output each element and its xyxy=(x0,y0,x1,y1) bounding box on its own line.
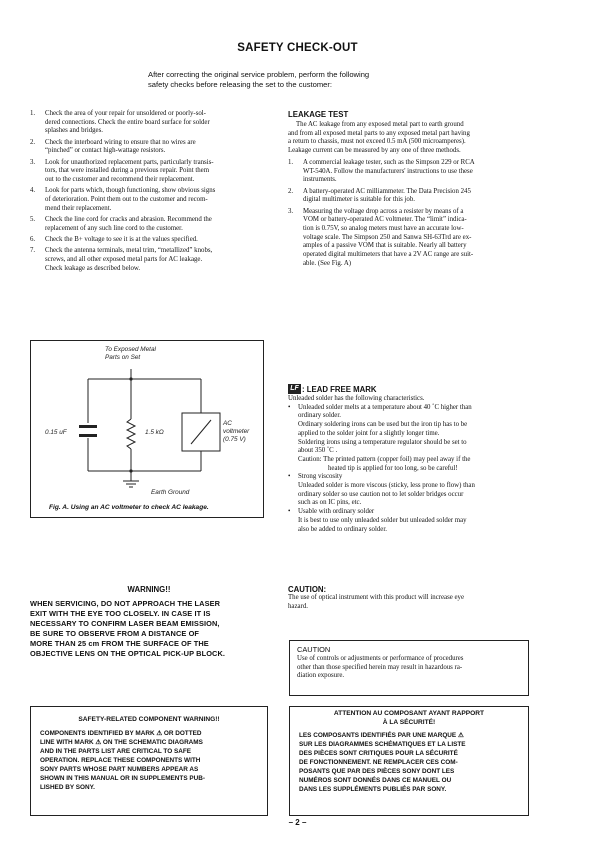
safety-warning-line: LINE WITH MARK ⚠ ON THE SCHEMATIC DIAGRAMS xyxy=(40,739,203,746)
lead-free-line: heated tip is applied for too long, so be careful! xyxy=(328,464,458,472)
capacitor-plate-top xyxy=(79,425,97,428)
check-line: mend their replacement. xyxy=(45,204,112,212)
lead-free-line: ordinary solder so use caution not to let solder bridges occur xyxy=(298,490,464,498)
safety-component-warning-fr-box xyxy=(289,706,529,816)
leakage-method-line: operated digital multimeters that have a 2V AC range are suit- xyxy=(303,251,474,259)
check-number: 1. xyxy=(30,110,36,117)
lead-free-line: ordinary solder. xyxy=(298,412,341,420)
caution-line: The use of optical instrument with this product will increase eye xyxy=(288,594,464,601)
check-line: splashes and bridges. xyxy=(45,127,103,135)
lead-free-icon: LF xyxy=(288,384,301,394)
check-line: replacement of any such line cord to the customer. xyxy=(45,224,183,232)
check-line: Look for unauthorized replacement parts, particularly transis- xyxy=(45,158,214,166)
lead-free-line: Unleaded solder melts at a temperature about 40 ˚C higher than xyxy=(298,403,472,411)
lead-free-line: applied to the solder joint for a slightly longer time. xyxy=(298,429,440,437)
safety-warning-fr-line: LES COMPOSANTS IDENTIFIÉS PAR UNE MARQUE ⚠ xyxy=(299,732,464,739)
caution-section xyxy=(288,585,530,611)
lead-free-bullet xyxy=(288,404,530,474)
check-line: out to the customer and recommend their replacement. xyxy=(45,176,195,184)
caution-box-line: diation exposure. xyxy=(297,672,345,680)
lead-free-line: Strong viscosity xyxy=(298,473,343,481)
lead-free-line: about 350 ˚C . xyxy=(298,447,338,455)
leakage-methods-list xyxy=(288,159,530,269)
safety-warning-text xyxy=(40,729,258,792)
check-item xyxy=(30,216,266,233)
leakage-method-line: digital multimeter is suitable for this job. xyxy=(303,196,415,204)
figure-caption: Fig. A. Using an AC voltmeter to check AC leakage. xyxy=(49,504,209,511)
caution-box-title: CAUTION xyxy=(297,645,331,654)
meter-label-line1: AC xyxy=(223,420,232,427)
check-item xyxy=(30,139,266,156)
laser-warning-line: BE SURE TO OBSERVE FROM A DISTANCE OF xyxy=(30,629,200,638)
safety-warning-line: SHOWN IN THIS MANUAL OR IN SUPPLEMENTS PUB- xyxy=(40,775,205,782)
safety-warning-line: COMPONENTS IDENTIFIED BY MARK ⚠ OR DOTTED xyxy=(40,730,202,737)
leakage-method-line: able. (See Fig. A) xyxy=(303,259,352,267)
leakage-method-line: instruments. xyxy=(303,176,337,184)
check-number: 7. xyxy=(30,247,36,255)
page-title: SAFETY CHECK-OUT xyxy=(237,42,358,54)
top-label-line2: Parts on Set xyxy=(105,354,141,361)
capacitor-plate-bottom xyxy=(79,434,97,437)
lead-free-line: Unleaded solder is more viscous (sticky, less prone to flow) than xyxy=(298,482,475,490)
capacitor-label: 0.15 uF xyxy=(45,429,67,436)
leakage-method-line: VOM or battery-operated AC voltmeter. The “limit” indica- xyxy=(303,216,467,224)
check-number: 4. xyxy=(30,187,36,195)
ground-label: Earth Ground xyxy=(151,489,190,496)
caution-box-line: Use of controls or adjustments or performance of procedures xyxy=(297,655,464,662)
page-number: – 2 – xyxy=(288,818,307,827)
safety-check-list xyxy=(30,110,266,276)
leakage-method-number: 1. xyxy=(288,158,294,166)
check-line: dered connections. Check the entire board surface for solder xyxy=(45,118,210,126)
junction-dot-bottom xyxy=(129,469,132,472)
figure-a-box xyxy=(30,340,264,518)
safety-warning-line: SONY PARTS WHOSE PART NUMBERS APPEAR AS xyxy=(40,766,199,773)
check-item xyxy=(30,247,266,273)
leakage-method-line: A battery-operated AC milliammeter. The Data Precision 245 xyxy=(303,187,471,195)
leakage-method-line: WT-540A. Follow the manufacturers' instructions to use these xyxy=(303,167,473,175)
lead-free-bullets xyxy=(288,404,530,535)
lead-free-line: Soldering irons using a temperature regulator should be set to xyxy=(298,438,467,446)
laser-warning-text xyxy=(30,599,268,659)
check-line: of deterioration. Point them out to the customer and recom- xyxy=(45,196,208,204)
safety-warning-fr-line: NUMÉROS SONT DONNÉS DANS CE MANUEL OU xyxy=(299,777,452,784)
lead-free-bullet xyxy=(288,473,530,508)
leakage-method-number: 3. xyxy=(288,207,294,215)
safety-warning-line: LISHED BY SONY. xyxy=(40,784,95,791)
check-line: Check the interboard wiring to ensure that no wires are xyxy=(45,138,196,146)
laser-warning-line: OBJECTIVE LENS ON THE OPTICAL PICK-UP BLOCK. xyxy=(30,649,226,658)
bullet-dot: • xyxy=(288,403,291,411)
leakage-method-line: A commercial leakage tester, such as the Simpson 229 or RCA xyxy=(303,158,475,166)
intro-text: After correcting the original service problem, perform the following safety checks before releasing the set to the customer: xyxy=(148,70,370,90)
lead-free-heading xyxy=(288,384,530,394)
top-label-line1: To Exposed Metal xyxy=(105,346,156,353)
check-item xyxy=(30,236,266,245)
check-line: Check the antenna terminals, metal trim, “metallized” knobs, xyxy=(45,247,213,255)
check-line: “pinched” or contact high-wattage resistors. xyxy=(45,147,166,155)
check-line: Look for parts which, though functioning, show obvious signs xyxy=(45,187,216,195)
check-line: Check the line cord for cracks and abrasion. Recommend the xyxy=(45,216,212,224)
leakage-para-line: The AC leakage from any exposed metal part to earth ground xyxy=(296,121,464,128)
leakage-test-paragraph xyxy=(288,121,530,156)
leakage-method-item xyxy=(288,188,530,205)
safety-warning-line: OPERATION. REPLACE THESE COMPONENTS WITH xyxy=(40,757,201,764)
check-item xyxy=(30,187,266,213)
safety-warning-fr-line: DE FONCTIONNEMENT. NE REMPLACER CES COM- xyxy=(299,759,458,766)
lead-free-title: : LEAD FREE MARK xyxy=(302,384,377,394)
check-number: 6. xyxy=(30,236,36,244)
laser-warning-section xyxy=(30,585,268,659)
meter-label-line2: voltmeter xyxy=(223,428,250,435)
leakage-test-section xyxy=(288,110,530,271)
safety-warning-fr-text xyxy=(299,731,519,794)
resistor-symbol xyxy=(127,419,135,449)
check-number: 5. xyxy=(30,216,36,224)
voltmeter-needle xyxy=(191,420,211,444)
caution-box-text xyxy=(297,655,521,681)
leakage-para-line: a return to chassis, must not exceed 0.5 mA (500 microamperes). xyxy=(288,138,466,146)
lead-free-intro: Unleaded solder has the following characteristics. xyxy=(288,395,425,402)
laser-warning-title: WARNING!! xyxy=(127,585,171,594)
laser-warning-line: MORE THAN 25 cm FROM THE SURFACE OF THE xyxy=(30,639,209,648)
check-number: 3. xyxy=(30,158,36,166)
lead-free-line: It is best to use only unleaded solder but unleaded solder may xyxy=(298,516,467,524)
leakage-method-number: 2. xyxy=(288,187,294,195)
lead-free-bullet xyxy=(288,508,530,534)
check-line: Check the area of your repair for unsoldered or poorly-sol- xyxy=(45,110,206,117)
junction-dot-top xyxy=(129,377,132,380)
lead-free-line: such as on IC pins, etc. xyxy=(298,499,362,507)
check-item xyxy=(30,159,266,185)
safety-warning-line: AND IN THE PARTS LIST ARE CRITICAL TO SAFE xyxy=(40,748,192,755)
safety-component-warning-box xyxy=(30,706,268,816)
bullet-dot: • xyxy=(288,473,291,481)
check-line: screws, and all other exposed metal parts for AC leakage. xyxy=(45,256,203,264)
leakage-method-line: voltage scale. The Simpson 250 and Sanwa SH-63Trd are ex- xyxy=(303,233,472,241)
safety-warning-fr-line: SUR LES DIAGRAMMES SCHÉMATIQUES ET LA LISTE xyxy=(299,741,466,748)
check-item xyxy=(30,110,266,136)
meter-label-line3: (0.75 V) xyxy=(223,436,246,443)
lead-free-line: Usable with ordinary solder xyxy=(298,508,375,516)
leakage-para-line: and from all exposed metal parts to any exposed metal part having xyxy=(288,129,470,137)
leakage-method-line: Measuring the voltage drop across a resister by means of a xyxy=(303,207,464,215)
lead-free-line: Ordinary soldering irons can be used but the iron tip has to be xyxy=(298,421,468,429)
check-line: tors, that were installed during a previous repair. Point them xyxy=(45,167,210,175)
caution-text xyxy=(288,594,530,611)
leakage-para-line: Leakage current can be measured by any one of three methods. xyxy=(288,147,461,155)
check-line: Check the B+ voltage to see it is at the values specified. xyxy=(45,236,198,244)
safety-warning-fr-line: DANS LES SUPPLÉMENTS PUBLIÉS PAR SONY. xyxy=(299,786,447,793)
leakage-circuit-diagram xyxy=(31,341,263,517)
leakage-method-line: tion is 0.75V, so analog meters must have an accurate low- xyxy=(303,224,464,232)
laser-warning-line: EXIT WITH THE EYE TOO CLOSELY. IN CASE IT IS xyxy=(30,609,211,618)
safety-warning-fr-title: ATTENTION AU COMPOSANT AYANT RAPPORT À LA SÉCURITÉ! xyxy=(333,710,485,726)
safety-warning-fr-line: POSANTS QUE PAR DES PIÈCES SONY DONT LES xyxy=(299,768,455,775)
check-number: 2. xyxy=(30,138,36,146)
safety-warning-title: SAFETY-RELATED COMPONENT WARNING!! xyxy=(78,716,220,723)
laser-warning-line: WHEN SERVICING, DO NOT APPROACH THE LASER xyxy=(30,599,221,608)
caution-line: hazard. xyxy=(288,602,308,610)
bullet-dot: • xyxy=(288,508,291,516)
leakage-test-title: LEAKAGE TEST xyxy=(288,110,349,119)
leakage-method-item xyxy=(288,159,530,185)
lead-free-line: also be added to ordinary solder. xyxy=(298,525,387,533)
leakage-method-line: amples of a passive VOM that is suitable. Nearly all battery xyxy=(303,242,467,250)
caution-box xyxy=(289,640,529,696)
lead-free-line: Caution: The printed pattern (copper foil) may peel away if the xyxy=(298,455,471,463)
caution-box-line: other than those specified herein may result in hazardous ra- xyxy=(297,663,463,671)
caution-title: CAUTION: xyxy=(288,585,327,594)
lead-free-section xyxy=(288,384,530,534)
check-line: Check leakage as described below. xyxy=(45,264,141,272)
resistor-label: 1.5 kΩ xyxy=(145,429,164,436)
laser-warning-line: NECESSARY TO CONFIRM LASER BEAM EMISSION, xyxy=(30,619,220,628)
leakage-method-item xyxy=(288,208,530,269)
safety-warning-fr-line: DES PIÈCES SONT CRITIQUES POUR LA SÉCURITÉ xyxy=(299,750,458,757)
